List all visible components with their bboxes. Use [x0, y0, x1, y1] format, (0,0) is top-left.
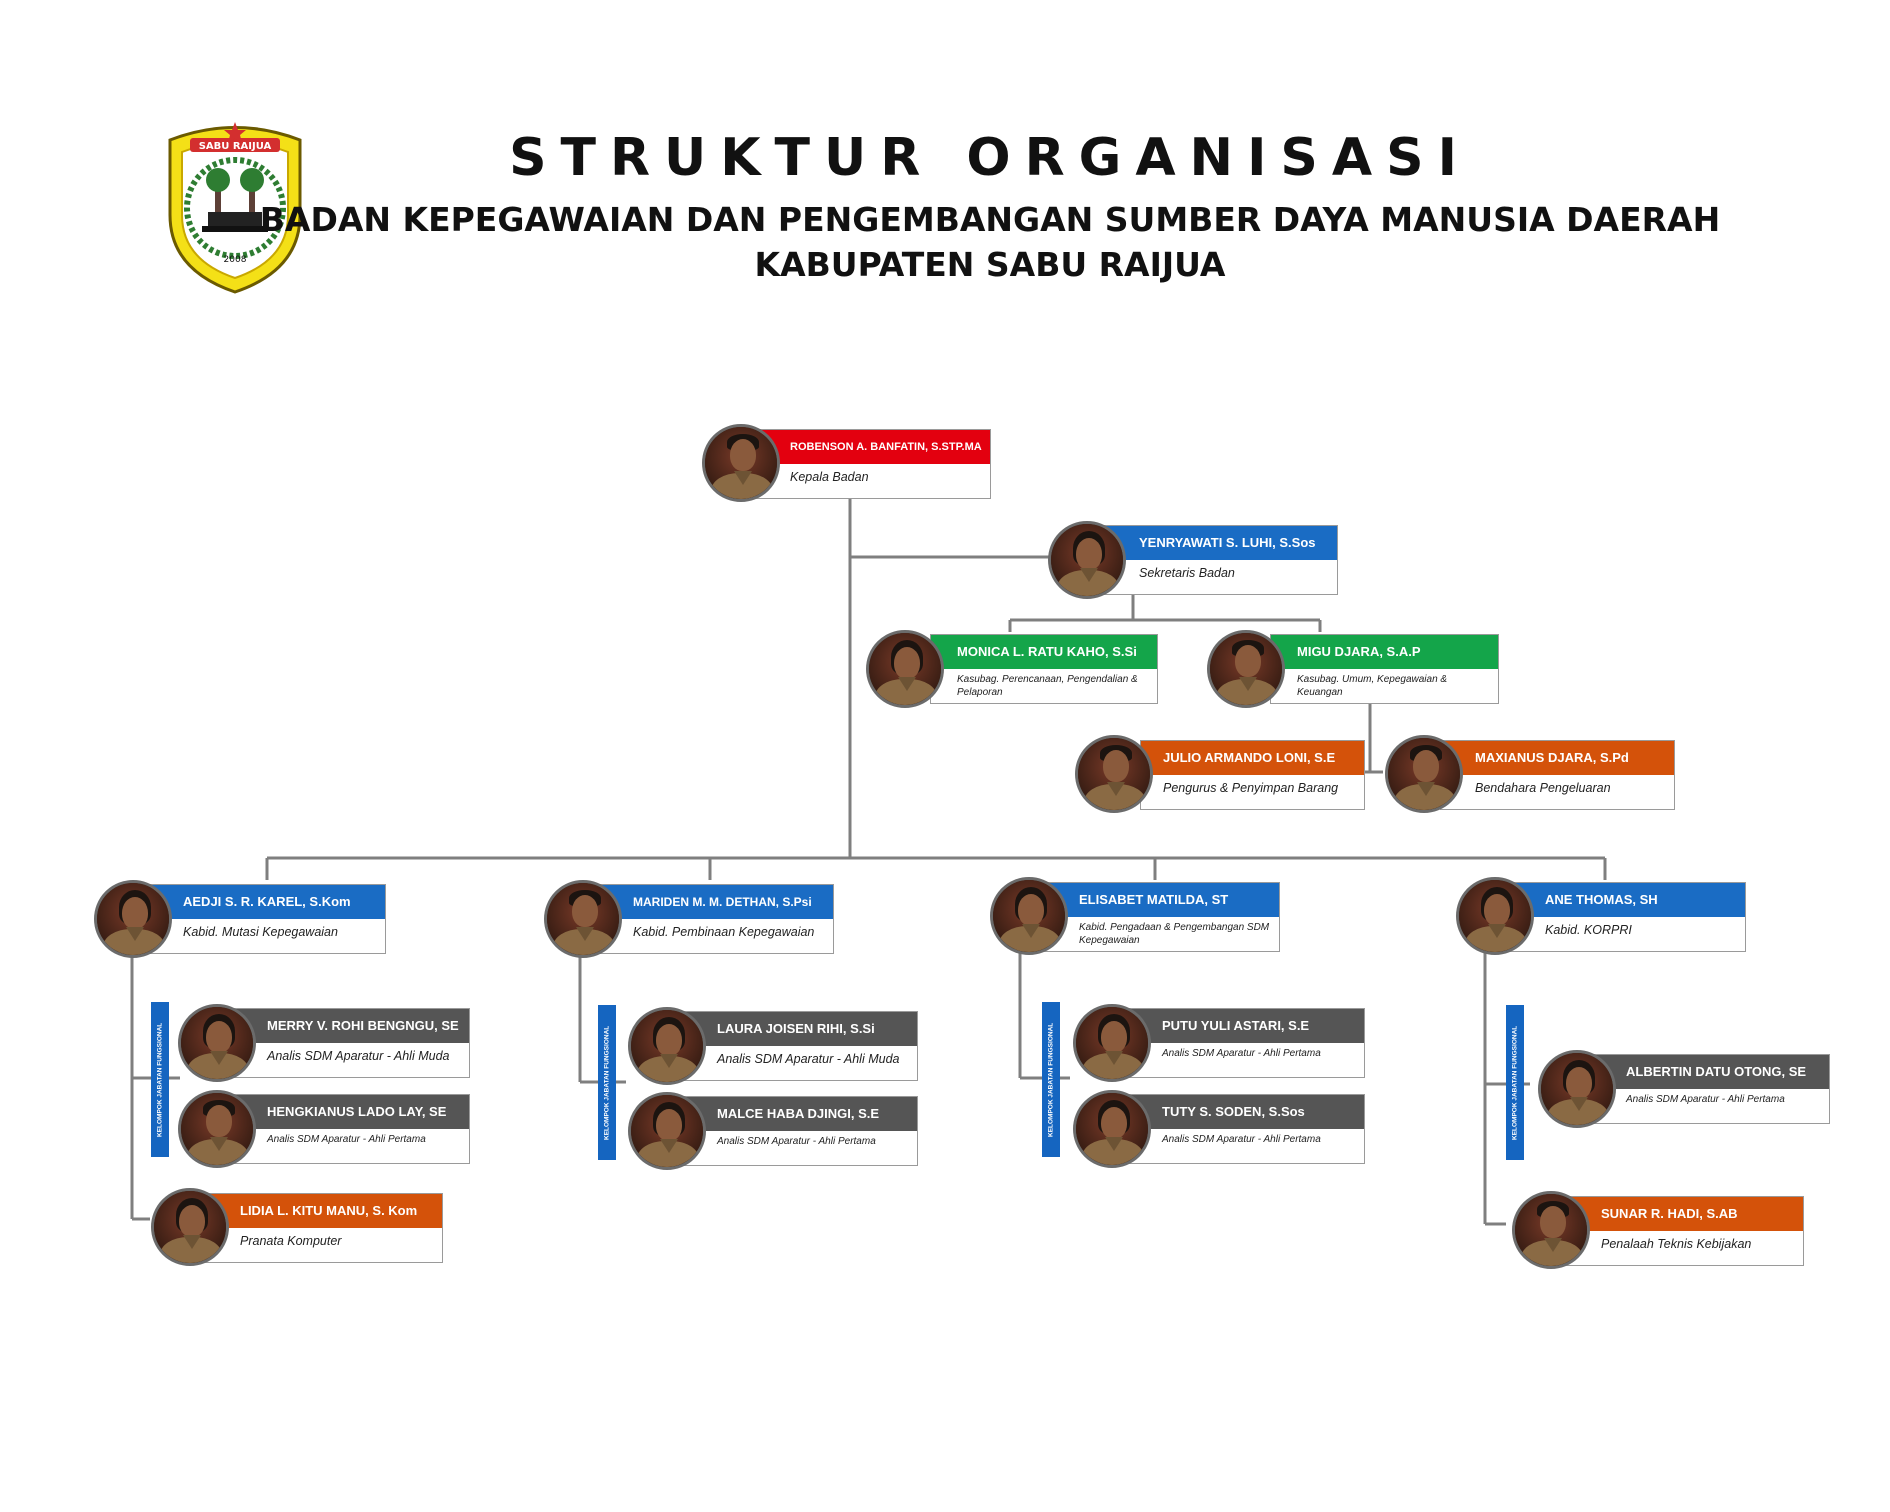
person-role: Analis SDM Aparatur - Ahli Pertama [1162, 1134, 1321, 1145]
org-card-staff-merry[interactable] [220, 1008, 470, 1078]
org-card-kabid-pembinaan[interactable] [590, 884, 834, 954]
person-name: LAURA JOISEN RIHI, S.Si [671, 1012, 917, 1046]
functional-group-label-korpri: KELOMPOK JABATAN FUNGSIONAL [1506, 1005, 1524, 1160]
person-name: HENGKIANUS LADO LAY, SE [221, 1095, 469, 1129]
avatar [94, 880, 172, 958]
avatar [1538, 1050, 1616, 1128]
person-role: Kabid. Pembinaan Kepegawaian [633, 925, 815, 939]
person-name: ANE THOMAS, SH [1497, 883, 1745, 917]
person-name: ROBENSON A. BANFATIN, S.STP.MA [736, 430, 990, 464]
person-role: Penalaah Teknis Kebijakan [1601, 1237, 1752, 1251]
person-name: ALBERTIN DATU OTONG, SE [1576, 1055, 1829, 1089]
person-role: Bendahara Pengeluaran [1475, 781, 1611, 795]
person-role: Analis SDM Aparatur - Ahli Muda [267, 1049, 450, 1063]
person-role: Kabid. KORPRI [1545, 923, 1632, 937]
person-name: MARIDEN M. M. DETHAN, S.Psi [591, 885, 833, 919]
person-name: PUTU YULI ASTARI, S.E [1116, 1009, 1364, 1043]
person-name: MAXIANUS DJARA, S.Pd [1441, 741, 1674, 775]
person-role: Kasubag. Perencanaan, Pengendalian & Pelaporan [957, 674, 1138, 698]
avatar [702, 424, 780, 502]
avatar [628, 1007, 706, 1085]
person-role: Analis SDM Aparatur - Ahli Pertama [1626, 1094, 1785, 1105]
person-role: Sekretaris Badan [1139, 566, 1235, 580]
avatar [1075, 735, 1153, 813]
person-role: Kepala Badan [790, 470, 869, 484]
person-role: Pranata Komputer [240, 1234, 342, 1248]
org-card-staff-tuty[interactable] [1115, 1094, 1365, 1164]
avatar [544, 880, 622, 958]
person-name: JULIO ARMANDO LONI, S.E [1141, 741, 1364, 775]
person-name: MERRY V. ROHI BENGNGU, SE [221, 1009, 469, 1043]
person-role: Pengurus & Penyimpan Barang [1163, 781, 1339, 795]
avatar [151, 1188, 229, 1266]
person-role: Analis SDM Aparatur - Ahli Pertama [1162, 1048, 1321, 1059]
org-card-kasubag-umum[interactable] [1270, 634, 1499, 704]
avatar [1073, 1004, 1151, 1082]
org-card-staff-laura[interactable] [670, 1011, 918, 1081]
person-name: LIDIA L. KITU MANU, S. Kom [194, 1194, 442, 1228]
person-role: Analis SDM Aparatur - Ahli Pertama [267, 1134, 426, 1145]
person-name: YENRYAWATI S. LUHI, S.Sos [1101, 526, 1337, 560]
person-name: AEDJI S. R. KAREL, S.Kom [141, 885, 385, 919]
page-subtitle-regency: KABUPATEN SABU RAIJUA [754, 245, 1226, 284]
page-subtitle-agency: BADAN KEPEGAWAIAN DAN PENGEMBANGAN SUMBER DAYA MANUSIA DAERAH [259, 200, 1721, 239]
org-card-bendahara[interactable] [1440, 740, 1675, 810]
person-name: TUTY S. SODEN, S.Sos [1116, 1095, 1364, 1129]
person-name: MALCE HABA DJINGI, S.E [671, 1097, 917, 1131]
avatar [1512, 1191, 1590, 1269]
functional-group-label-pembinaan: KELOMPOK JABATAN FUNGSIONAL [598, 1005, 616, 1160]
person-name: SUNAR R. HADI, S.AB [1553, 1197, 1803, 1231]
org-card-kabid-mutasi[interactable] [140, 884, 386, 954]
person-role: Analis SDM Aparatur - Ahli Pertama [717, 1136, 876, 1147]
avatar [178, 1004, 256, 1082]
page-title: STRUKTUR ORGANISASI [509, 128, 1471, 188]
avatar [1456, 877, 1534, 955]
logo-top-text: SABU RAIJUA [198, 141, 272, 152]
person-role: Kabid. Mutasi Kepegawaian [183, 925, 338, 939]
org-card-pengurus-barang[interactable] [1140, 740, 1365, 810]
avatar [1207, 630, 1285, 708]
avatar [1048, 521, 1126, 599]
org-card-staff-hengkianus[interactable] [220, 1094, 470, 1164]
person-role: Analis SDM Aparatur - Ahli Muda [717, 1052, 900, 1066]
person-name: ELISABET MATILDA, ST [1031, 883, 1279, 917]
avatar [178, 1090, 256, 1168]
logo-year-text: 2008 [223, 255, 247, 265]
person-name: MONICA L. RATU KAHO, S.Si [931, 635, 1157, 669]
avatar [628, 1092, 706, 1170]
org-card-staff-lidia[interactable] [193, 1193, 443, 1263]
avatar [1385, 735, 1463, 813]
avatar [990, 877, 1068, 955]
org-card-staff-malce[interactable] [670, 1096, 918, 1166]
person-role: Kabid. Pengadaan & Pengembangan SDM Kepegawaian [1079, 922, 1270, 946]
person-name: MIGU DJARA, S.A.P [1271, 635, 1498, 669]
org-card-kasubag-perencanaan[interactable] [930, 634, 1158, 704]
org-card-staff-putu[interactable] [1115, 1008, 1365, 1078]
avatar [1073, 1090, 1151, 1168]
avatar [866, 630, 944, 708]
org-card-sekretaris[interactable] [1100, 525, 1338, 595]
person-role: Kasubag. Umum, Kepegawaian & Keuangan [1297, 674, 1448, 698]
functional-group-label-mutasi: KELOMPOK JABATAN FUNGSIONAL [151, 1002, 169, 1157]
functional-group-label-pengadaan: KELOMPOK JABATAN FUNGSIONAL [1042, 1002, 1060, 1157]
